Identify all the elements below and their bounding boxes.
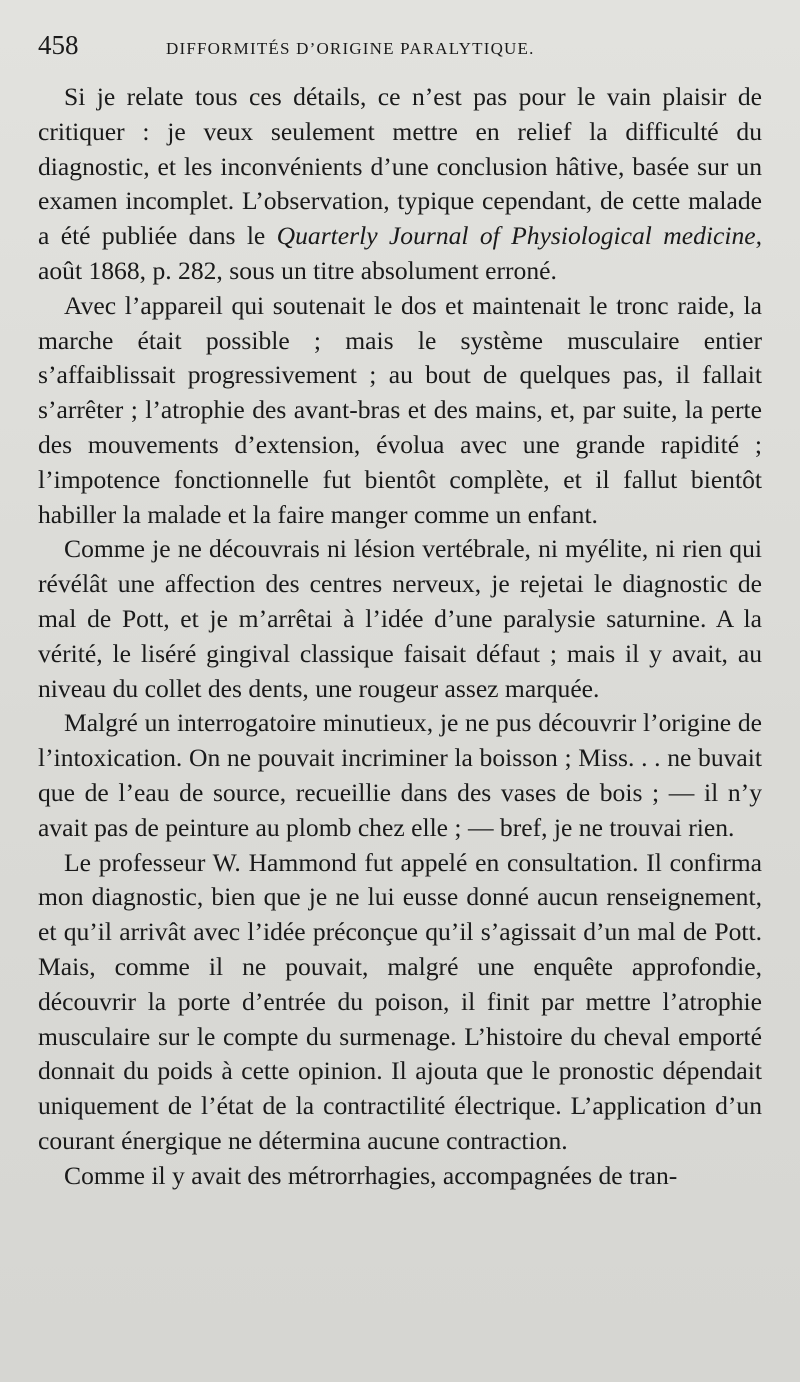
paragraph-3: Comme je ne découvrais ni lésion vertébrale, ni myélite, ni rien qui révélât une affection des centres nerveux, je rejetai le diagnostic de mal de Pott, et je m’arrêtai à l’idée d’une paralysie saturnine. A la vérité, le liséré gingival classique faisait défaut ; mais il y avait, au niveau du collet des dents, une rougeur assez marquée. [38,534,762,703]
page-number: 458 [38,30,79,60]
paragraph-6: Comme il y avait des métrorrhagies, accompagnées de tran- [64,1160,678,1190]
body-text [38,80,762,1194]
paragraph-5: Le professeur W. Hammond fut appelé en consultation. Il confirma mon diagnostic, bien que je ne lui eusse donné aucun renseignement, et qu’il arrivât avec l’idée préconçue qu’il s’agissait d’un mal de Pott. Mais, comme il ne pouvait, malgré une enquête approfondie, découvrir la porte d’entrée du poison, il finit par mettre l’atrophie musculaire sur le compte du surmenage. L’histoire du cheval emporté donnait du poids à cette opinion. Il ajouta que le pronostic dépendait uniquement de l’état de la contractilité électrique. L’application d’un courant énergique ne détermina aucune contraction. [38,847,762,1155]
paragraph-1 [38,80,762,289]
journal-title: Quarterly Journal of Physiological medicine, [276,221,762,251]
paragraph-1-text: Si je relate tous ces détails, ce n’est pas pour le vain plaisir de critiquer : je veux seulement mettre en relief la difficulté du diagnostic, et les inconvénients d’une conclusion hâtive, basée sur un examen incomplet. L’observation, typique cependant, de cette malade a été publiée dans le [38,82,762,251]
paragraph-2: Avec l’appareil qui soutenait le dos et maintenait le tronc raide, la marche était possible ; mais le système musculaire entier s’affaiblissait progressivement ; au bout de quelques pas, il fallait s’arrêter ; l’atrophie des avant-bras et des mains, et, par suite, la perte des mouvements d’extension, évolua avec une grande rapidité ; l’impotence fonctionnelle fut bientôt complète, et il fallut bientôt habiller la malade et la faire manger comme un enfant. [38,290,762,529]
paragraph-1-text-end: août 1868, p. 282, sous un titre absolument erroné. [38,255,557,285]
running-title: DIFFORMITÉS D’ORIGINE PARALYTIQUE. [166,39,535,58]
running-head [38,30,762,74]
paragraph-4: Malgré un interrogatoire minutieux, je ne pus découvrir l’origine de l’intoxication. On ne pouvait incriminer la boisson ; Miss. . . ne buvait que de l’eau de source, recueillie dans des vases de bois ; — il n’y avait pas de peinture au plomb chez elle ; — bref, je ne trouvai rien. [38,708,762,842]
